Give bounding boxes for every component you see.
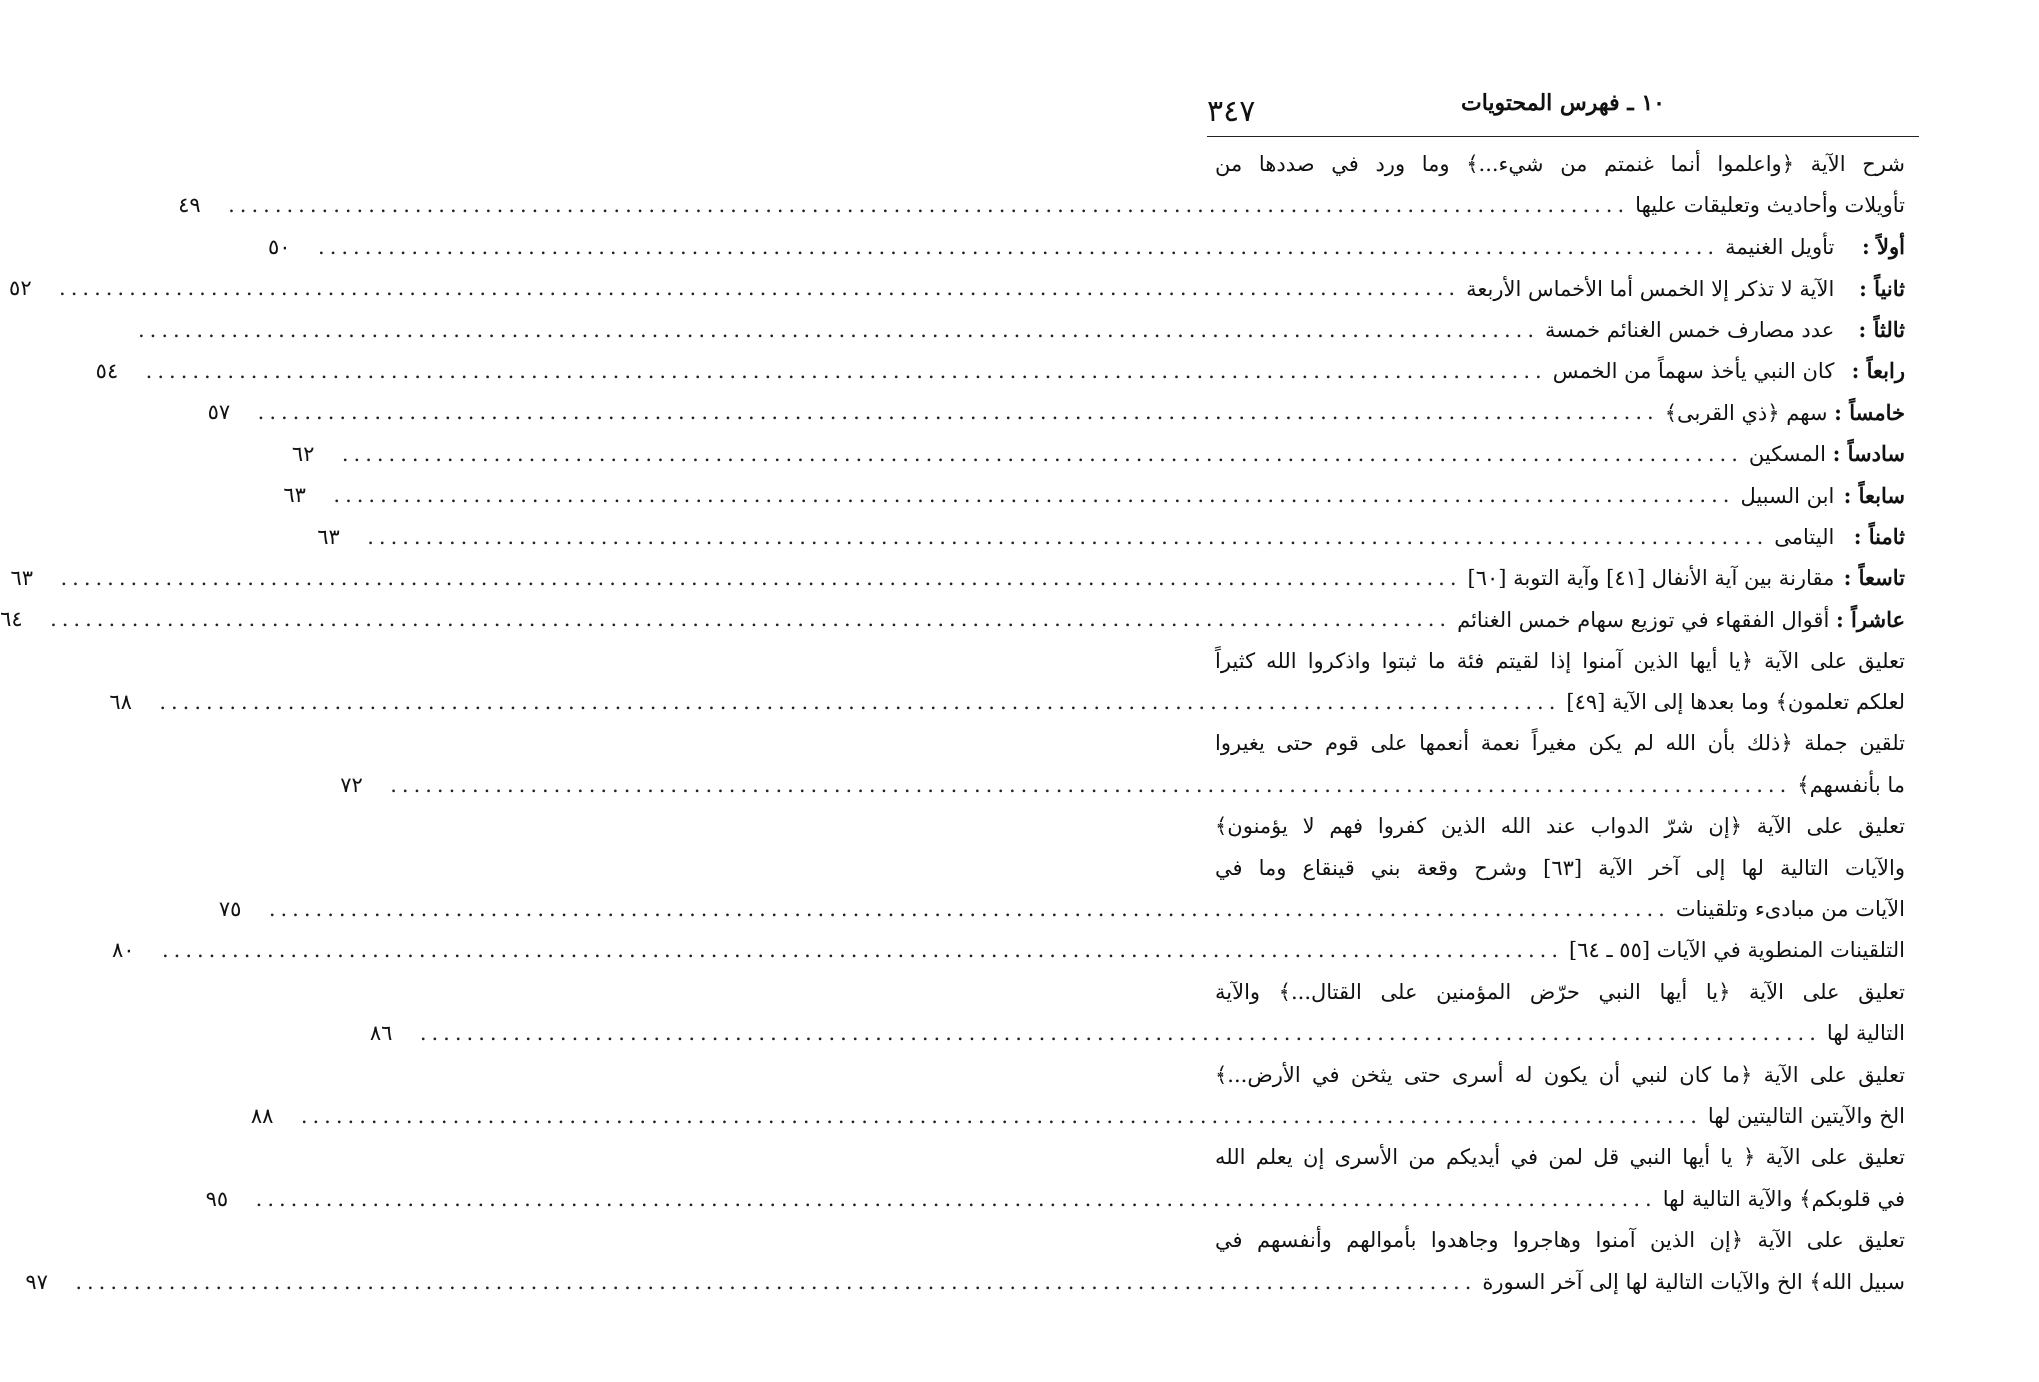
toc-page-number: ٤٩ [178,193,201,218]
toc-line [340,765,1905,806]
toc-page-number: ٦٤ [0,607,23,632]
toc-page-number: ٨٨ [250,1103,274,1128]
dot-leader: ........................................................................................................................ [161,938,1564,963]
toc-entry-text: تعليق على الآية ﴿ما كان لنبي أن يكون له أسرى حتى يثخن في الأرض...﴾ [1215,1062,1905,1087]
toc-line [207,392,1905,433]
dot-leader: ........................................................................................................................ [367,524,1769,549]
toc-line [10,558,1905,599]
toc-entry [95,351,1905,392]
dot-leader: ........................................................................................................................ [137,317,1540,342]
toc-entry [205,1137,1905,1220]
toc-page-number: ٧٢ [340,772,363,797]
toc-line [111,930,1905,971]
toc-page-number: ٦٨ [109,690,132,715]
toc-page-number: ٥٠ [268,234,291,259]
toc-entry-text: تلقين جملة ﴿ذلك بأن الله لم يكن مغيراً نعمة أنعمها على قوم حتى يغيروا [1215,731,1905,756]
toc-page-number: ٦٢ [291,441,315,466]
toc-entry-text: تعليق على الآية ﴿إن شرّ الدواب عند الله الذين كفروا فهم لا يؤمنون﴾ [1215,814,1905,839]
dot-leader: ........................................................................................................................ [333,483,1735,508]
toc-entry-text [1553,350,1905,392]
dot-leader: ........................................................................................................................ [60,565,1462,590]
toc-entry-label: عاشراً : [1835,606,1905,632]
toc-line [109,682,1905,723]
page-header [1207,86,1919,137]
toc-line [218,889,1905,930]
toc-page-number: ٦٣ [10,565,34,590]
toc-line [205,1179,1905,1220]
toc-page-number: ٦٣ [283,483,306,508]
toc-entry-text: تعليق على الآية ﴿إن الذين آمنوا وهاجروا وجاهدوا بأموالهم وأنفسهم في [1215,1228,1905,1253]
toc-entry-label: خامساً : [1834,399,1905,425]
toc-entry [369,972,1905,1055]
toc-entry [291,434,1905,475]
dot-leader: ........................................................................................................................ [159,690,1561,715]
dot-leader: ........................................................................................................................ [257,400,1659,425]
toc-line [95,351,1905,392]
toc-entry-label: أولاً : [1861,234,1905,260]
toc-entry [218,806,1905,930]
toc-entry [25,1220,1905,1303]
toc-entry-text: تعليق على الآية ﴿ يا أيها النبي قل لمن في أيديكم من الأسرى إن يعلم الله [1215,1145,1905,1170]
toc-entry-label: ثالثاً : [1858,317,1905,343]
toc-entry [9,268,1905,309]
toc-entry-label: ثانياً : [1859,275,1905,301]
toc-entry [283,475,1905,516]
toc-line [25,1262,1905,1303]
dot-leader: ........................................................................................................................ [59,276,1461,301]
dot-leader: ........................................................................................................................ [390,772,1792,797]
toc-entry-title: المسكين [1748,442,1833,467]
toc-page-number: ٦٣ [317,524,340,549]
toc-entry-text: في قلوبكم﴾ والآية التالية لها [1662,1186,1905,1211]
toc-page-number: ٨٦ [369,1021,393,1046]
toc-entry [10,558,1905,599]
toc-entry-title: الآية لا تذكر إلا الخمس أما الأخماس الأربعة [1466,276,1841,301]
toc-entry-text [1749,433,1905,475]
toc-page-number: ٥٧ [207,400,231,425]
toc-line [268,227,1905,268]
toc-entry-text: لعلكم تعلمون﴾ وما بعدها إلى الآية [٤٩] [1566,690,1905,715]
toc-entry-text: شرح الآية ﴿واعلموا أنما غنمتم من شيء...﴾ وما ورد في صددها من [1215,152,1905,176]
toc-entry-label: رابعاً : [1851,358,1905,384]
dot-leader: ........................................................................................................................ [318,234,1720,259]
toc-entry-title: أقوال الفقهاء في توزيع سهام خمس الغنائم [1457,607,1836,632]
toc-entry [268,227,1905,268]
toc-entry-text: التالية لها [1826,1021,1905,1046]
toc-page-number: ٥٢ [9,276,32,301]
toc-entry [250,1055,1905,1138]
toc-page-number: ٧٥ [218,897,242,922]
dot-leader: ........................................................................................................................ [300,1103,1702,1128]
toc-line [9,268,1905,309]
toc-entry [137,310,1905,351]
toc-page-number: ٥٤ [95,358,119,383]
table-of-contents [0,144,1905,1303]
toc-entry-text: سبيل الله﴾ الخ والآيات التالية لها إلى آخر السورة [1482,1269,1905,1294]
dot-leader: ........................................................................................................................ [419,1021,1821,1046]
toc-entry-text: والآيات التالية لها إلى آخر الآية [٦٣] وشرح وقعة بني قينقاع وما في [1215,855,1905,880]
toc-entry-title: ابن السبيل [1740,483,1841,508]
toc-entry-title: سهم ﴿ذي القربى﴾ [1664,400,1835,425]
toc-page-number: ٩٥ [205,1186,229,1211]
dot-leader: ........................................................................................................................ [228,193,1630,218]
toc-entry-title: مقارنة بين آية الأنفال [٤١] وآية التوبة [٦٠] [1467,566,1841,591]
toc-line [0,599,1905,640]
toc-entry-text: الآيات من مبادىء وتلقينات [1675,897,1905,922]
dot-leader: ........................................................................................................................ [145,358,1547,383]
toc-line [283,475,1905,516]
page-number: ٣٤٧ [1207,94,1256,129]
toc-line [291,434,1905,475]
toc-entry-text [1665,392,1905,434]
toc-entry-text [1457,599,1905,641]
toc-entry-text [1774,516,1905,558]
toc-entry-text: الخ والآيتين التاليتين لها [1707,1103,1905,1128]
toc-entry-label: سادساً : [1832,441,1905,467]
toc-entry [178,144,1905,227]
toc-entry-text [1545,309,1905,351]
dot-leader: ........................................................................................................................ [75,1269,1477,1294]
toc-entry-title: عدد مصارف خمس الغنائم خمسة [1545,318,1841,343]
toc-line [178,185,1905,226]
toc-entry-label: تاسعاً : [1843,565,1905,591]
toc-entry-text: تأويلات وأحاديث وتعليقات عليها [1635,193,1905,218]
toc-entry-text [1740,475,1905,517]
toc-page-number: ٨٠ [111,938,135,963]
toc-entry-title: اليتامى [1774,525,1841,550]
toc-page-number: ٩٧ [25,1269,48,1294]
toc-entry-text [1468,557,1905,599]
toc-line [137,310,1905,351]
toc-entry-title: كان النبي يأخذ سهماً من الخمس [1552,359,1841,384]
toc-entry [0,599,1905,640]
toc-line [250,1096,1905,1137]
dot-leader: ........................................................................................................................ [268,897,1670,922]
toc-entry [207,392,1905,433]
toc-entry [109,641,1905,724]
dot-leader: ........................................................................................................................ [50,607,1452,632]
toc-entry-text [1466,268,1905,310]
toc-entry-text: تعليق على الآية ﴿يا أيها الذين آمنوا إذا لقيتم فئة ما ثبتوا واذكروا الله كثيراً [1215,648,1905,673]
toc-entry [111,930,1905,971]
toc-entry-label: ثامناً : [1853,524,1905,550]
dot-leader: ........................................................................................................................ [255,1186,1657,1211]
toc-entry-label: سابعاً : [1843,482,1905,508]
toc-entry-text [1725,226,1905,268]
toc-line [369,1013,1905,1054]
toc-entry-title: تأويل الغنيمة [1725,235,1841,260]
toc-entry-text: التلقينات المنطوية في الآيات [٥٥ ـ ٦٤] [1569,938,1905,963]
page-title: ١٠ ـ فهرس المحتويات [1461,90,1665,116]
toc-entry [317,517,1905,558]
toc-line [317,517,1905,558]
dot-leader: ........................................................................................................................ [341,441,1743,466]
toc-entry-text: تعليق على الآية ﴿يا أيها النبي حرّض المؤمنين على القتال...﴾ والآية [1215,979,1905,1004]
toc-entry [340,723,1905,806]
toc-entry-text: ما بأنفسهم﴾ [1797,772,1905,797]
